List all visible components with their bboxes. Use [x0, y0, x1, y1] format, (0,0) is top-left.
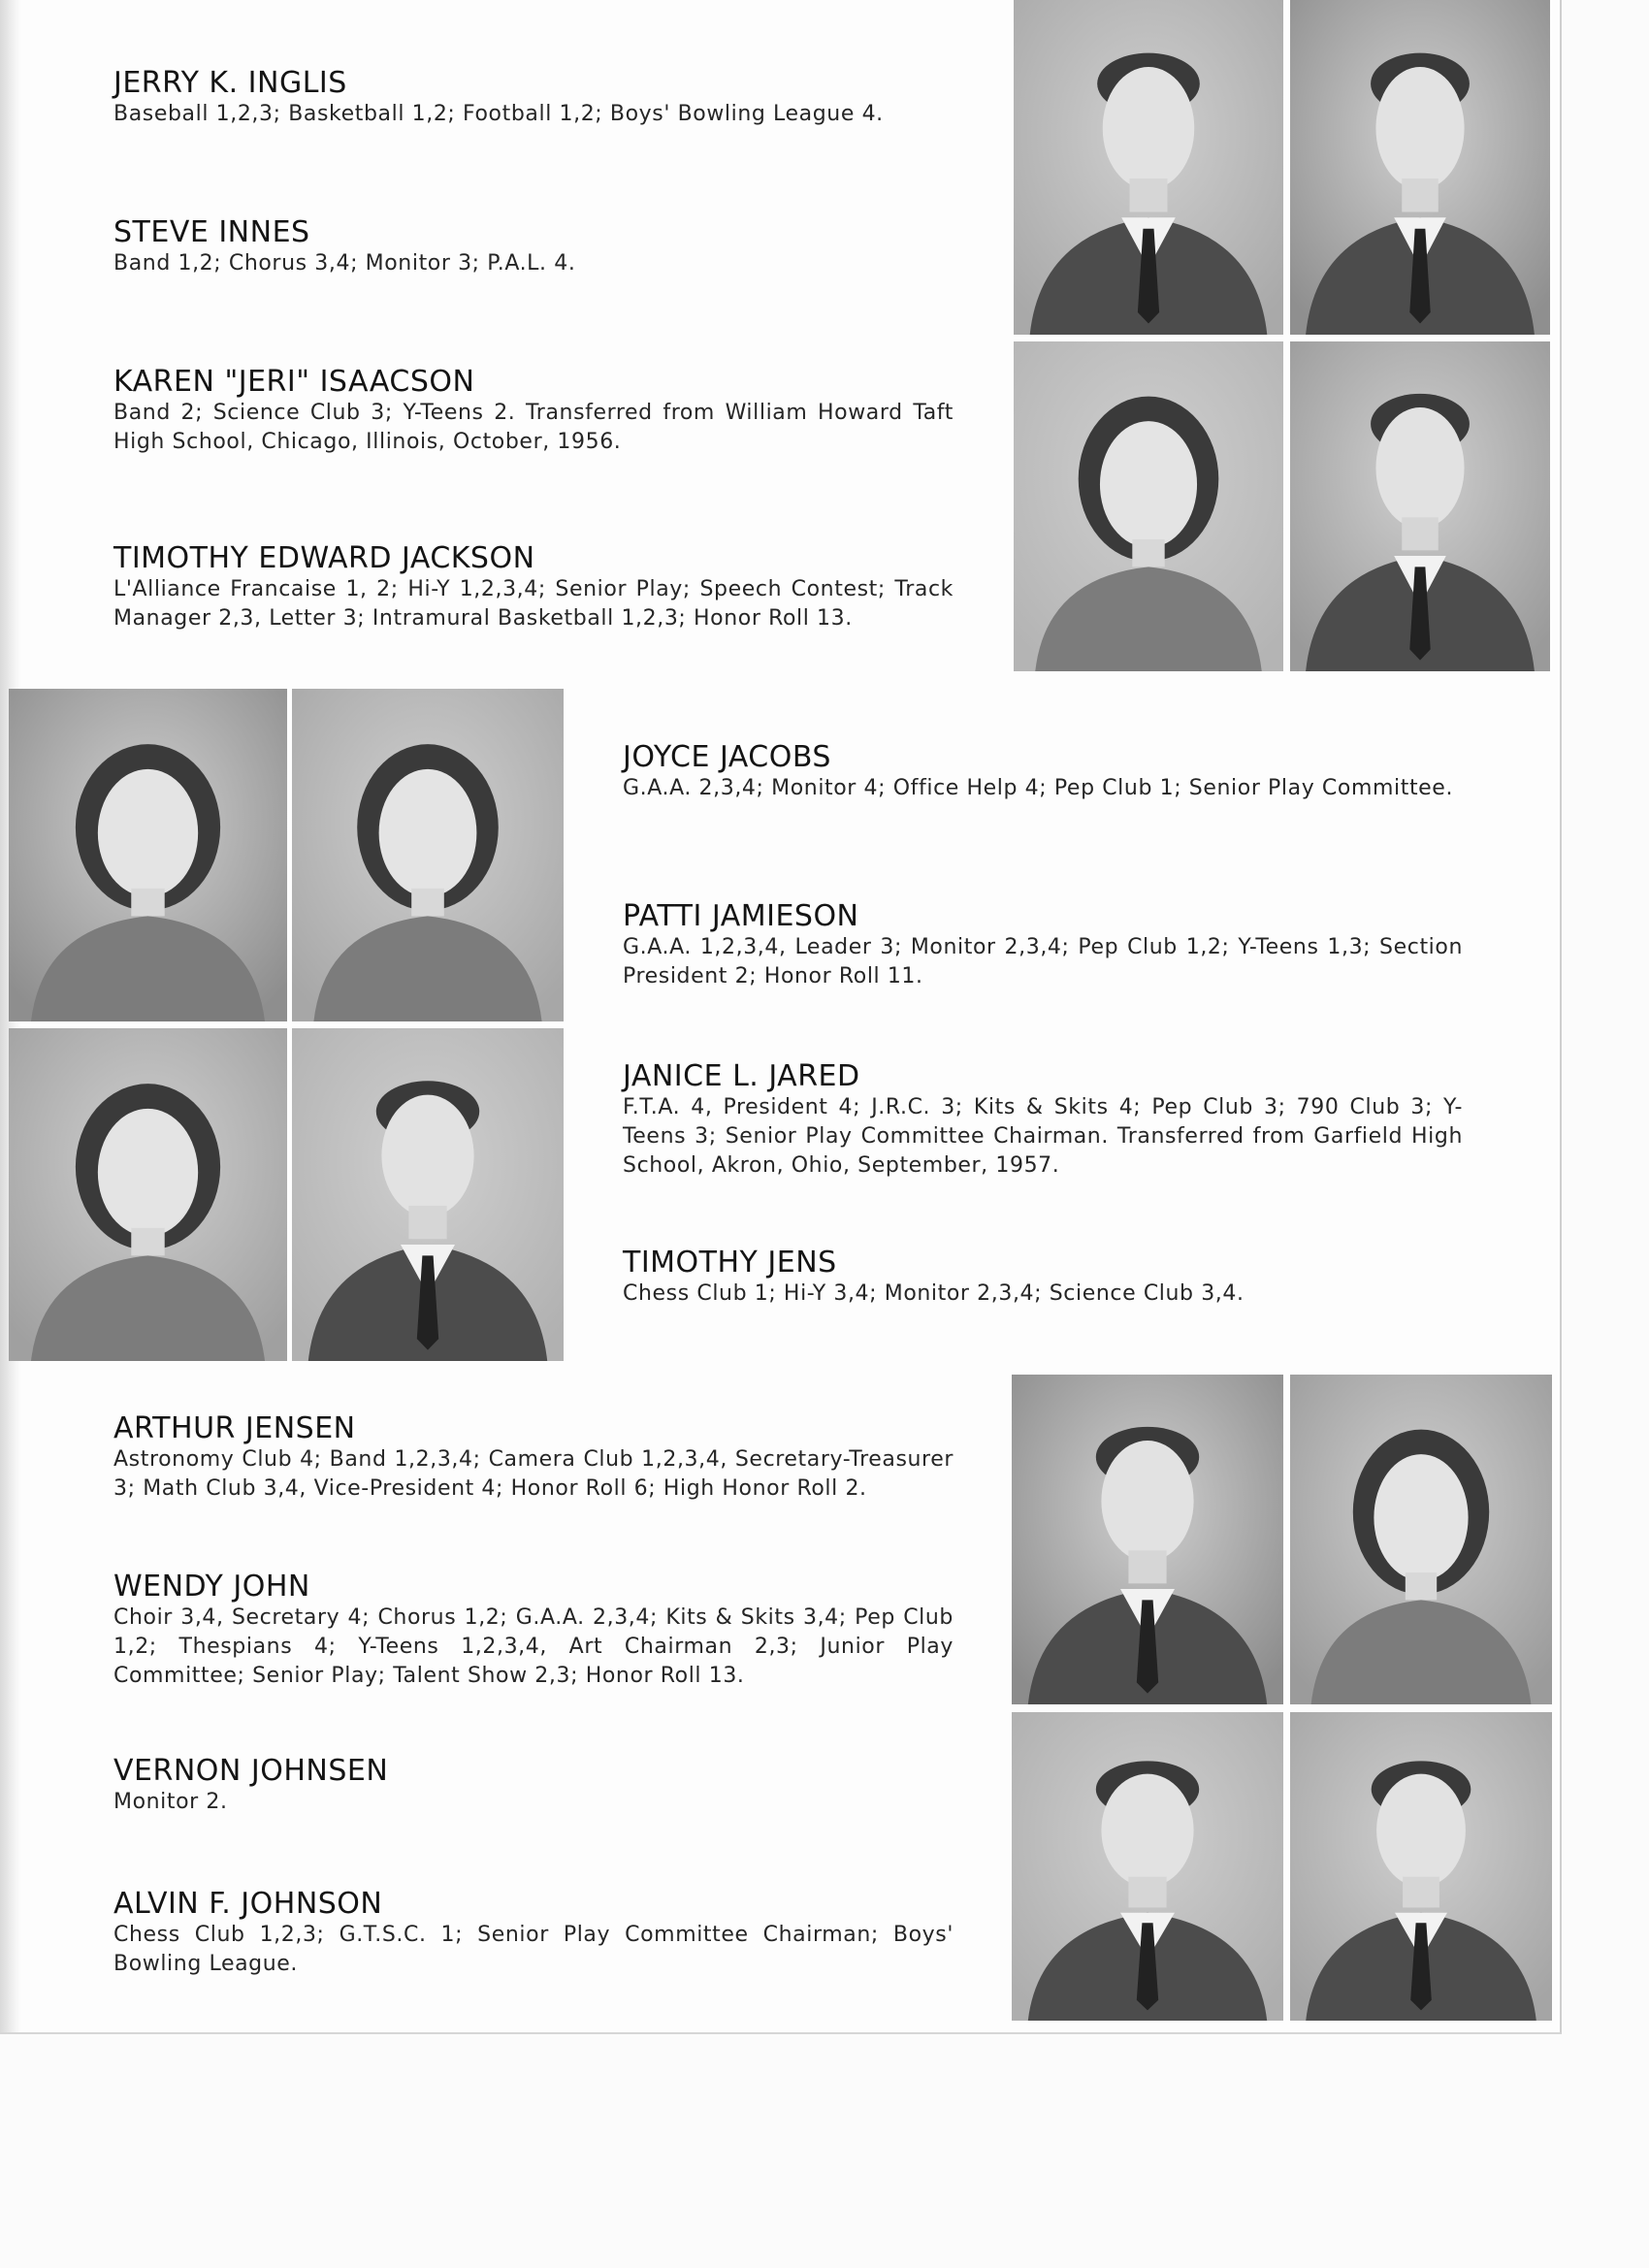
student-portrait-photo — [9, 689, 287, 1021]
senior-entry — [113, 1570, 954, 1691]
student-activities: Astronomy Club 4; Band 1,2,3,4; Camera Club 1,2,3,4, Secretary-Treasurer 3; Math Club 3,4, Vice-President 4; Honor Roll 6; High Honor Roll 2. — [113, 1447, 954, 1501]
student-name: JERRY K. INGLIS — [113, 66, 347, 100]
student-name: KAREN "JERI" ISAACSON — [113, 365, 475, 399]
senior-entry — [113, 541, 954, 633]
senior-entry — [113, 215, 948, 278]
student-activities: Band 1,2; Chorus 3,4; Monitor 3; P.A.L. 4. — [113, 251, 576, 275]
student-portrait-photo — [1014, 0, 1283, 335]
senior-entry — [113, 1754, 954, 1817]
student-name: ALVIN F. JOHNSON — [113, 1887, 383, 1921]
senior-entry — [113, 1887, 954, 1979]
student-portrait-photo — [9, 1028, 287, 1361]
student-name: JOYCE JACOBS — [623, 740, 831, 774]
student-activities: L'Alliance Francaise 1, 2; Hi-Y 1,2,3,4; Senior Play; Speech Contest; Track Manager 2,3, Letter 3; Intramural Basketball 1,2,3; Honor Roll 13. — [113, 577, 954, 631]
student-portrait-photo — [1012, 1375, 1283, 1704]
student-activities: G.A.A. 1,2,3,4, Leader 3; Monitor 2,3,4; Pep Club 1,2; Y-Teens 1,3; Section President 2; Honor Roll 11. — [623, 935, 1463, 988]
senior-entry — [623, 1059, 1463, 1181]
senior-entry — [623, 740, 1463, 803]
student-activities: Choir 3,4, Secretary 4; Chorus 1,2; G.A.A. 2,3,4; Kits & Skits 3,4; Pep Club 1,2; Thespians 4; Y-Teens 1,2,3,4, Art Chairman 2,3; Junior Play Committee; Senior Play; Talent Show 2,3; Honor Roll 13. — [113, 1605, 954, 1688]
student-activities: F.T.A. 4, President 4; J.R.C. 3; Kits & Skits 4; Pep Club 3; 790 Club 3; Y-Teens 3; Senior Play Committee Chairman. Transferred from Garfield High School, Akron, Ohio, September, 1957. — [623, 1095, 1463, 1178]
student-name: STEVE INNES — [113, 215, 310, 249]
student-activities: Baseball 1,2,3; Basketball 1,2; Football 1,2; Boys' Bowling League 4. — [113, 102, 884, 126]
student-activities: Chess Club 1; Hi-Y 3,4; Monitor 2,3,4; Science Club 3,4. — [623, 1281, 1245, 1306]
student-activities: Monitor 2. — [113, 1790, 228, 1814]
student-portrait-photo — [1012, 1712, 1283, 2021]
student-name: PATTI JAMIESON — [623, 899, 859, 933]
senior-entry — [113, 1411, 954, 1504]
student-portrait-photo — [292, 689, 564, 1021]
student-activities: G.A.A. 2,3,4; Monitor 4; Office Help 4; Pep Club 1; Senior Play Committee. — [623, 776, 1454, 800]
senior-entry — [113, 365, 954, 457]
student-portrait-photo — [1290, 1712, 1552, 2021]
student-name: ARTHUR JENSEN — [113, 1411, 356, 1445]
senior-entry — [623, 899, 1463, 991]
student-portrait-photo — [292, 1028, 564, 1361]
student-portrait-photo — [1290, 1375, 1552, 1704]
student-activities: Chess Club 1,2,3; G.T.S.C. 1; Senior Play Committee Chairman; Boys' Bowling League. — [113, 1923, 954, 1976]
student-portrait-photo — [1290, 341, 1550, 671]
student-name: TIMOTHY JENS — [623, 1246, 837, 1280]
student-portrait-photo — [1014, 341, 1283, 671]
senior-entry — [623, 1246, 1463, 1309]
student-portrait-photo — [1290, 0, 1550, 335]
student-activities: Band 2; Science Club 3; Y-Teens 2. Transferred from William Howard Taft High School, Chicago, Illinois, October, 1956. — [113, 401, 954, 454]
student-name: JANICE L. JARED — [623, 1059, 860, 1093]
senior-entry — [113, 66, 948, 129]
student-name: WENDY JOHN — [113, 1570, 310, 1604]
student-name: TIMOTHY EDWARD JACKSON — [113, 541, 535, 575]
student-name: VERNON JOHNSEN — [113, 1754, 389, 1788]
